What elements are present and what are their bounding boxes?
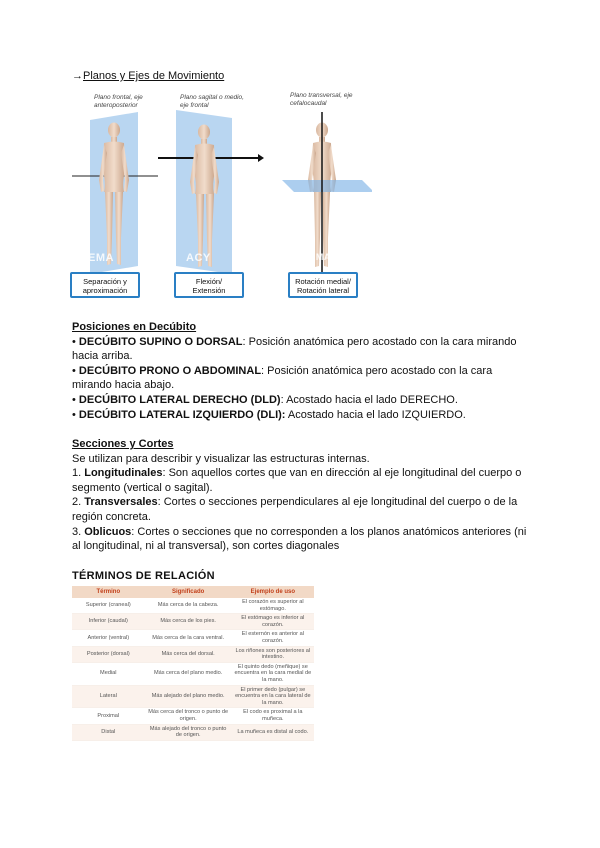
table-cell: Anterior (ventral) — [72, 630, 145, 646]
table-cell: Más cerca del dorsal. — [145, 646, 232, 662]
table-cell: El primer dedo (pulgar) se encuentra en la cara lateral de la mano. — [232, 685, 314, 708]
table-header-row — [72, 586, 314, 598]
decubito-item: • DECÚBITO LATERAL IZQUIERDO (DLI): Acostado hacia el lado IZQUIERDO. — [72, 408, 466, 421]
secciones-title: Secciones y Cortes — [72, 438, 174, 450]
secciones-section — [72, 437, 528, 554]
decubito-item: • DECÚBITO PRONO O ABDOMINAL: Posición anatómica pero acostado con la cara mirando hacia abajo. — [72, 364, 493, 392]
relacion-table — [72, 586, 314, 741]
table-cell: Los riñones son posteriores al intestino. — [232, 646, 314, 662]
table-row — [72, 630, 314, 646]
table-cell: Inferior (caudal) — [72, 614, 145, 630]
table-row — [72, 724, 314, 740]
secciones-item: 1. Longitudinales: Son aquellos cortes que van en dirección al eje longitudinal del cuerpo o segmento (vertical o sagital). — [72, 467, 522, 494]
table-cell: El esternón es anterior al corazón. — [232, 630, 314, 646]
plate-label-line: Rotación medial/ — [295, 277, 351, 286]
table-header-cell: Término — [72, 586, 145, 598]
table-row — [72, 646, 314, 662]
decubito-item: • DECÚBITO SUPINO O DORSAL: Posición anatómica pero acostado con la cara mirando hacia arriba. — [72, 335, 517, 363]
table-cell: Distal — [72, 724, 145, 740]
table-cell: El corazón es superior al estómago. — [232, 598, 314, 614]
arrow-icon: → — [72, 70, 83, 82]
panel-caption-frontal: Plano frontal, eje anteroposterior — [94, 94, 143, 109]
table-cell: La muñeca es distal al codo. — [232, 724, 314, 740]
plate-label-line: aproximación — [82, 286, 128, 295]
table-cell: Posterior (dorsal) — [72, 646, 145, 662]
secciones-item: 3. Oblicuos: Cortes o secciones que no corresponden a los planos anatómicos anteriores (ni al longitudinal, ni al transversal), son cortes diagonales — [72, 525, 527, 553]
panel-caption-transversal: Plano transversal, eje cefalocaudal — [290, 92, 353, 107]
table-header-cell: Ejemplo de uso — [232, 586, 314, 598]
table-cell: Más cerca de los pies. — [145, 614, 232, 630]
table-cell: Más cerca de la cabeza. — [145, 598, 232, 614]
table-row — [72, 708, 314, 724]
table-cell: Superior (craneal) — [72, 598, 145, 614]
table-cell: Proximal — [72, 708, 145, 724]
watermark-1: EMA — [88, 252, 114, 264]
table-header-cell: Significado — [145, 586, 232, 598]
plate-label-transversal — [288, 272, 358, 298]
panel-sagittal — [158, 110, 264, 274]
table-row — [72, 598, 314, 614]
table-cell: Medial — [72, 662, 145, 685]
plate-label-line: Extensión — [192, 286, 226, 295]
table-cell: El estómago es inferior al corazón. — [232, 614, 314, 630]
table-cell: Lateral — [72, 685, 145, 708]
section-heading-planos[interactable] — [72, 70, 224, 82]
panel-frontal — [72, 112, 158, 274]
secciones-item: 2. Transversales: Cortes o secciones perpendiculares al eje longitudinal del cuerpo o de la región concreta. — [72, 496, 518, 523]
secciones-intro: Se utilizan para describir y visualizar las estructuras internas. — [72, 452, 370, 465]
heading-text: Planos y Ejes de Movimiento — [83, 70, 225, 82]
relacion-title: TÉRMINOS DE RELACIÓN — [72, 570, 215, 582]
decubito-item: • DECÚBITO LATERAL DERECHO (DLD): Acostado hacia el lado DERECHO. — [72, 393, 458, 406]
plate-label-sagittal — [174, 272, 244, 298]
panel-caption-sagittal: Plano sagital o medio, eje frontal — [180, 94, 244, 109]
plate-label-line: Rotación lateral — [296, 286, 350, 295]
decubito-section — [72, 320, 528, 422]
table-row — [72, 662, 314, 685]
table-cell: Más cerca del plano medio. — [145, 662, 232, 685]
table-cell: Más alejado del plano medio. — [145, 685, 232, 708]
table-row — [72, 614, 314, 630]
plate-label-frontal — [70, 272, 140, 298]
table-cell: Más cerca de la cara ventral. — [145, 630, 232, 646]
table-cell: El quinto dedo (meñique) se encuentra en la cara medial de la mano. — [232, 662, 314, 685]
table-cell: Más cerca del tronco o punto de origen. — [145, 708, 232, 724]
table-cell: El codo es proximal a la muñeca. — [232, 708, 314, 724]
plate-label-line: Separación y — [83, 277, 127, 286]
decubito-title: Posiciones en Decúbito — [72, 321, 197, 333]
table-row — [72, 685, 314, 708]
plate-label-line: Flexión/ — [195, 277, 223, 286]
watermark-2: ACY — [186, 252, 211, 264]
watermark-3: OTOSEMARCH.com — [282, 252, 375, 262]
table-cell: Más alejado del tronco o punto de origen. — [145, 724, 232, 740]
